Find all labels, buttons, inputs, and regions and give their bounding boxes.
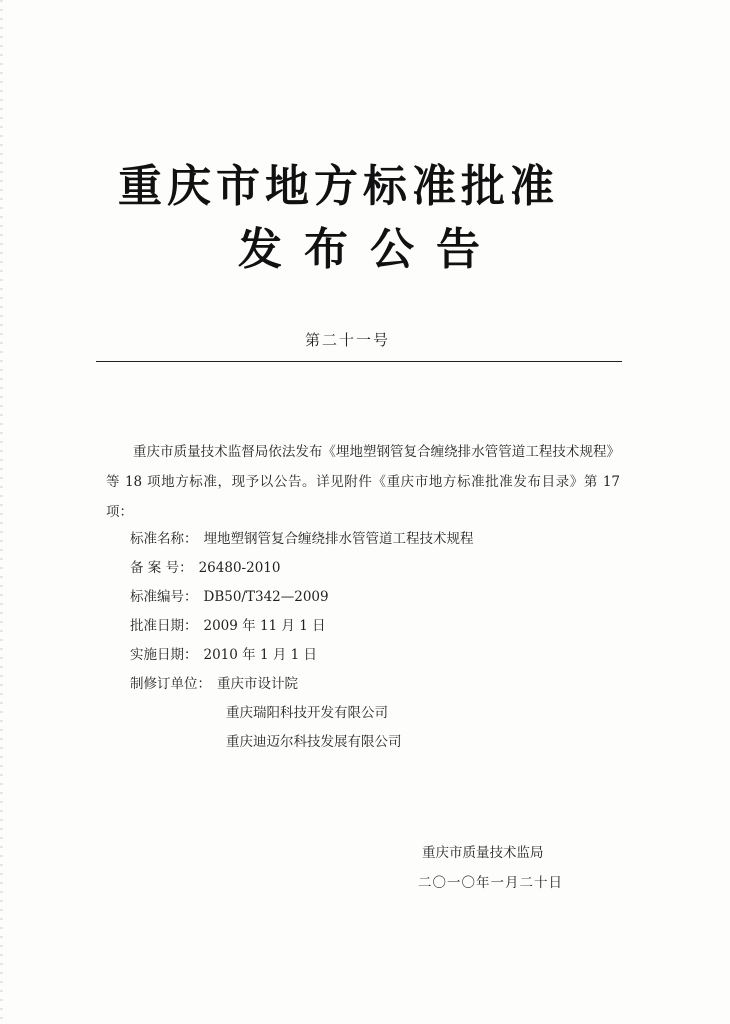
field-value: 重庆瑞阳科技开发有限公司 xyxy=(226,705,388,721)
field-effective-date xyxy=(130,641,610,670)
standard-details xyxy=(130,525,610,757)
field-value: 26480-2010 xyxy=(198,560,281,576)
issue-number: 第二十一号 xyxy=(305,331,391,349)
signing-organization: 重庆市质量技术监局 xyxy=(422,845,544,861)
field-approval-date xyxy=(130,612,610,641)
field-label: 标准名称： xyxy=(130,531,198,547)
signing-date: 二〇一〇年一月二十日 xyxy=(418,875,563,891)
field-value: 2009 年 11 月 1 日 xyxy=(203,618,326,634)
field-record-no xyxy=(130,554,610,583)
drafting-unit-extra xyxy=(130,699,610,728)
announcement-paragraph: 重庆市质量技术监督局依法发布《埋地塑钢管复合缠绕排水管管道工程技术规程》等 18 项地方标准，现予以公告。详见附件《重庆市地方标准批准发布目录》第 17 项： xyxy=(106,444,620,520)
scan-edge xyxy=(0,0,3,1024)
field-drafting-unit xyxy=(130,670,610,699)
field-label: 制修订单位： xyxy=(130,676,211,692)
announcement-body xyxy=(106,437,620,527)
field-value: 埋地塑钢管复合缠绕排水管管道工程技术规程 xyxy=(203,531,474,547)
signature-block xyxy=(418,838,618,898)
document-title-line1: 重庆市地方标准批准 xyxy=(118,161,559,212)
document-title-line2: 发布公告 xyxy=(238,224,502,275)
field-label: 实施日期： xyxy=(130,647,198,663)
field-label: 批准日期： xyxy=(130,618,198,634)
field-standard-no xyxy=(130,583,610,612)
field-value: DB50/T342—2009 xyxy=(203,589,329,605)
field-label: 标准编号： xyxy=(130,589,198,605)
field-label: 备 案 号： xyxy=(130,560,193,576)
field-value: 2010 年 1 月 1 日 xyxy=(203,647,317,663)
field-value: 重庆市设计院 xyxy=(217,676,298,692)
field-standard-name xyxy=(130,525,610,554)
drafting-unit-extra xyxy=(130,728,610,757)
header-divider xyxy=(96,361,622,362)
field-value: 重庆迪迈尔科技发展有限公司 xyxy=(226,734,402,750)
